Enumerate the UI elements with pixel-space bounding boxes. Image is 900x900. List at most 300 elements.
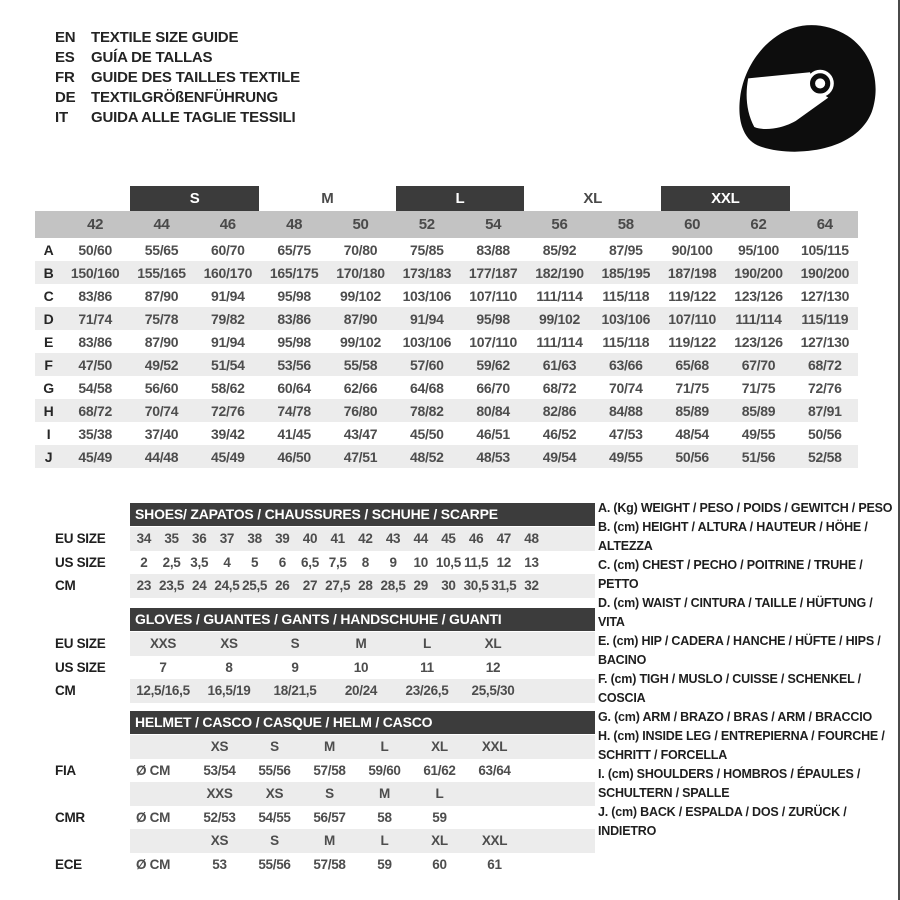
measurement-row: [35, 422, 858, 445]
size-value: [467, 806, 522, 830]
size-value: 46: [462, 527, 490, 551]
measurement-value: 53/56: [277, 356, 311, 373]
measurement-value: 49/55: [609, 448, 643, 465]
row-label: CM: [55, 683, 76, 699]
measurement-value: 64/68: [410, 379, 444, 396]
measurement-value: 60/64: [277, 379, 311, 396]
size-value: 5: [251, 554, 259, 570]
table-title: [130, 502, 595, 527]
measurement-value: 190/200: [800, 264, 850, 281]
measurement-value: 160/170: [203, 264, 253, 281]
measurement-value: 107/110: [469, 333, 518, 350]
measurement-row: [35, 330, 858, 353]
size-value: XS: [196, 632, 262, 656]
size-value: 7,5: [328, 554, 347, 570]
size-value: XL: [460, 632, 526, 656]
measurement-value: 111/114: [536, 287, 583, 304]
measurement-value: 111/114: [735, 310, 782, 327]
measurement-value: 111/114: [536, 333, 583, 350]
measurement-value: 103/106: [402, 333, 452, 350]
size-value: 47: [490, 527, 518, 551]
legend-item-e: E. (cm) HIP / CADERA / HANCHE / HÜFTE / HIPS / BACINO: [598, 634, 881, 667]
column-header: 54: [460, 211, 526, 238]
textile-size-table: [35, 185, 858, 468]
column-header: 42: [62, 211, 128, 238]
measurement-value: 46/52: [542, 425, 577, 442]
row-label: C: [43, 287, 54, 304]
spacer-cell: [792, 185, 858, 211]
size-value: 36: [185, 527, 213, 551]
legend-item-j: J. (cm) BACK / ESPALDA / DOS / ZURÜCK / INDIETRO: [598, 805, 847, 838]
column-header: S: [247, 829, 302, 853]
measurement-value: 91/94: [410, 310, 444, 327]
column-header: M: [357, 782, 412, 806]
measurement-value: 71/74: [78, 310, 112, 327]
filler-cell: [545, 527, 595, 551]
column-header: L: [357, 829, 412, 853]
size-value: 10: [353, 659, 369, 675]
table-title: [130, 607, 595, 632]
column-header: XS: [192, 829, 247, 853]
measurement-value: 99/102: [538, 310, 580, 327]
size-row: [35, 632, 595, 656]
size-value: 8: [361, 554, 369, 570]
size-value: 9: [291, 659, 299, 675]
size-group-label: S: [130, 186, 259, 211]
measurement-value: 43/47: [343, 425, 378, 442]
measurement-value: 185/195: [601, 264, 651, 281]
measurement-value: 46/51: [476, 425, 510, 442]
measurement-value: 165/175: [269, 264, 319, 281]
column-header: 52: [394, 211, 460, 238]
size-group-label: L: [396, 186, 525, 211]
column-header: XXL: [467, 829, 522, 853]
measurement-value: 90/100: [671, 241, 713, 258]
size-value: 31,5: [490, 574, 518, 598]
spacer-cell: [35, 211, 62, 238]
size-value: 57/58: [313, 856, 346, 872]
measurement-value: 119/122: [668, 333, 717, 350]
legend-item-i: I. (cm) SHOULDERS / HOMBROS / ÉPAULES / SCHULTERN / SPALLE: [598, 767, 861, 800]
size-value: 29: [407, 574, 435, 598]
size-value: 61: [487, 856, 502, 872]
filler-cell: [522, 759, 595, 783]
size-value: 59: [432, 809, 447, 825]
size-row: [35, 679, 595, 703]
size-value: 43: [379, 527, 407, 551]
measurement-value: 177/187: [468, 264, 518, 281]
measurement-value: 65/68: [675, 356, 709, 373]
row-label: E: [43, 333, 54, 350]
measurement-row: [35, 284, 858, 307]
legend-item-b: B. (cm) HEIGHT / ALTURA / HAUTEUR / HÖHE / ALTEZZA: [598, 520, 868, 553]
row-label: CM: [55, 578, 76, 594]
measurement-value: 47/50: [78, 356, 112, 373]
size-value: 18/21,5: [262, 679, 328, 703]
measurement-value: 74/78: [277, 402, 311, 419]
size-value: 54/55: [258, 809, 291, 825]
language-title: GUÍA DE TALLAS: [91, 49, 213, 66]
helmet-size-header-row: [35, 735, 595, 759]
size-value: 48: [518, 527, 546, 551]
measurement-value: 48/54: [675, 425, 709, 442]
size-value: 52/53: [203, 809, 236, 825]
size-value: 3,5: [190, 554, 209, 570]
size-value: 11: [420, 659, 434, 675]
size-value: 28,5: [379, 574, 407, 598]
size-value: 7: [159, 659, 167, 675]
column-header: 62: [725, 211, 791, 238]
size-value: 56/57: [313, 809, 346, 825]
spacer-cell: [35, 735, 130, 759]
measurement-value: 82/86: [542, 402, 577, 419]
size-value: 6: [278, 554, 286, 570]
column-header: 50: [327, 211, 393, 238]
measurement-value: 71/75: [741, 379, 776, 396]
size-value: 59/60: [368, 762, 401, 778]
standard-label: FIA: [55, 762, 76, 778]
measurement-row: [35, 261, 858, 284]
measurement-value: 59/62: [476, 356, 510, 373]
filler-cell: [545, 551, 595, 575]
measurement-value: 52/58: [808, 448, 842, 465]
measurement-value: 182/190: [535, 264, 584, 281]
measurement-value: 51/56: [741, 448, 776, 465]
spacer-cell: [62, 185, 128, 211]
size-value: 16,5/19: [196, 679, 262, 703]
filler-cell: [522, 735, 595, 759]
row-label: EU SIZE: [55, 636, 106, 652]
size-value: 60: [432, 856, 447, 872]
size-value: 6,5: [301, 554, 319, 570]
legend-item-d: D. (cm) WAIST / CINTURA / TAILLE / HÜFTUNG / VITA: [598, 596, 873, 629]
measurement-value: 56/60: [144, 379, 179, 396]
filler-cell: [545, 574, 595, 598]
size-number-header-row: [35, 211, 858, 238]
measurement-value: 68/72: [542, 379, 577, 396]
measurement-value: 83/86: [78, 287, 112, 304]
size-row: [35, 656, 595, 680]
language-row-it: [55, 108, 300, 128]
measurement-value: 91/94: [211, 333, 245, 350]
measurement-value: 45/49: [211, 448, 245, 465]
size-value: 41: [324, 527, 352, 551]
row-label: G: [43, 379, 54, 396]
measurement-value: 99/102: [339, 287, 381, 304]
spacer-cell: [35, 607, 130, 632]
measurement-value: 71/75: [675, 379, 709, 396]
measurement-value: 60/70: [211, 241, 245, 258]
language-title: GUIDA ALLE TAGLIE TESSILI: [91, 109, 296, 126]
column-header: XS: [192, 735, 247, 759]
measurement-value: 87/90: [144, 287, 179, 304]
measurement-value: 95/98: [476, 310, 510, 327]
measurement-value: 49/52: [144, 356, 179, 373]
size-group-header: [128, 185, 261, 211]
helmet-value-row: [35, 759, 595, 783]
spacer-cell: [35, 710, 130, 735]
measurement-value: 57/60: [410, 356, 444, 373]
size-value: 10: [413, 554, 428, 570]
size-group-label: XXL: [661, 186, 790, 211]
measurement-value: 46/50: [277, 448, 311, 465]
size-value: 45: [435, 527, 463, 551]
measurement-value: 55/65: [144, 241, 179, 258]
size-value: 53/54: [203, 762, 236, 778]
column-header: L: [357, 735, 412, 759]
measurement-legend: [598, 499, 894, 841]
unit-label: Ø CM: [136, 809, 171, 825]
measurement-value: 70/74: [144, 402, 179, 419]
filler-cell: [522, 782, 595, 806]
size-value: 32: [518, 574, 546, 598]
measurement-value: 44/48: [144, 448, 179, 465]
column-header: 44: [128, 211, 194, 238]
size-value: 24: [185, 574, 213, 598]
unit-label: Ø CM: [136, 856, 171, 872]
spacer-cell: [130, 829, 192, 853]
measurement-row: [35, 376, 858, 399]
spacer-cell: [35, 502, 130, 527]
measurement-value: 95/98: [277, 333, 311, 350]
standard-label: ECE: [55, 856, 82, 872]
measurement-value: 76/80: [343, 402, 378, 419]
measurement-value: 63/66: [609, 356, 643, 373]
language-row-en: [55, 28, 300, 48]
size-value: 12,5/16,5: [130, 679, 196, 703]
size-value: 27: [296, 574, 324, 598]
language-code: EN: [55, 29, 76, 46]
size-value: M: [328, 632, 394, 656]
measurement-value: 50/56: [808, 425, 842, 442]
size-value: 4: [223, 554, 231, 570]
language-row-de: [55, 88, 300, 108]
size-group-label: XL: [583, 189, 602, 207]
row-label: H: [43, 402, 54, 419]
size-value: 28: [352, 574, 380, 598]
measurement-value: 105/115: [800, 241, 849, 258]
measurement-value: 87/90: [144, 333, 179, 350]
size-value: 2: [140, 554, 148, 570]
measurement-value: 95/98: [277, 287, 311, 304]
column-header: XL: [412, 829, 467, 853]
measurement-value: 79/82: [211, 310, 245, 327]
size-group-header: [261, 185, 394, 211]
measurement-value: 48/52: [410, 448, 444, 465]
filler-cell: [526, 632, 595, 656]
measurement-value: 47/51: [343, 448, 378, 465]
column-header: 58: [593, 211, 659, 238]
standard-label: CMR: [55, 809, 85, 825]
row-label: J: [44, 448, 53, 465]
language-list: [55, 28, 300, 128]
gloves-size-table: [35, 607, 595, 703]
measurement-value: 61/63: [542, 356, 577, 373]
size-value: 11,5: [463, 554, 489, 570]
table-title-bar: HELMET / CASCO / CASQUE / HELM / CASCO: [130, 711, 595, 734]
measurement-value: 103/106: [402, 287, 452, 304]
size-group-header: [526, 185, 659, 211]
size-row: [35, 574, 595, 598]
measurement-value: 127/130: [800, 333, 850, 350]
size-value: 8: [225, 659, 233, 675]
filler-cell: [526, 679, 595, 703]
measurement-row: [35, 399, 858, 422]
legend-item-h: H. (cm) INSIDE LEG / ENTREPIERNA / FOURCHE / SCHRITT / FORCELLA: [598, 729, 885, 762]
shoes-size-table: [35, 502, 595, 598]
size-value: 25,5/30: [460, 679, 526, 703]
measurement-value: 87/95: [609, 241, 643, 258]
size-value: 44: [407, 527, 435, 551]
measurement-value: 47/53: [609, 425, 643, 442]
measurement-value: 95/100: [737, 241, 779, 258]
filler-cell: [522, 853, 595, 877]
row-label: F: [44, 356, 53, 373]
size-value: 10,5: [435, 554, 461, 570]
row-label: US SIZE: [55, 659, 106, 675]
column-header: XL: [412, 735, 467, 759]
measurement-value: 123/126: [734, 287, 783, 304]
measurement-value: 50/56: [675, 448, 709, 465]
legend-item-c: C. (cm) CHEST / PECHO / POITRINE / TRUHE / PETTO: [598, 558, 863, 591]
size-value: 57/58: [313, 762, 346, 778]
size-value: 53: [212, 856, 227, 872]
measurement-value: 68/72: [78, 402, 112, 419]
size-value: 23,5: [158, 574, 186, 598]
measurement-value: 70/80: [343, 241, 378, 258]
size-value: 59: [377, 856, 392, 872]
row-label: D: [43, 310, 54, 327]
legend-item-a: A. (Kg) WEIGHT / PESO / POIDS / GEWITCH / PESO: [598, 501, 893, 515]
filler-cell: [526, 656, 595, 680]
row-label: EU SIZE: [55, 531, 106, 547]
language-code: FR: [55, 69, 75, 86]
size-value: 13: [524, 554, 539, 570]
measurement-value: 87/90: [343, 310, 378, 327]
measurement-value: 170/180: [336, 264, 385, 281]
language-title: GUIDE DES TAILLES TEXTILE: [91, 69, 300, 86]
measurement-value: 35/38: [78, 425, 112, 442]
size-value: 25,5: [241, 574, 269, 598]
helmet-size-header-row: [35, 829, 595, 853]
measurement-row: [35, 353, 858, 376]
measurement-value: 127/130: [800, 287, 850, 304]
helmet-value-row: [35, 853, 595, 877]
column-header: L: [412, 782, 467, 806]
measurement-value: 80/84: [476, 402, 510, 419]
measurement-value: 115/118: [602, 287, 650, 304]
filler-cell: [522, 806, 595, 830]
measurement-value: 187/198: [667, 264, 717, 281]
measurement-value: 150/160: [70, 264, 120, 281]
measurement-value: 39/42: [211, 425, 245, 442]
measurement-value: 107/110: [469, 287, 518, 304]
measurement-value: 45/50: [410, 425, 444, 442]
size-value: 58: [377, 809, 392, 825]
measurement-value: 55/58: [343, 356, 378, 373]
measurement-value: 75/78: [144, 310, 179, 327]
size-value: 9: [389, 554, 397, 570]
measurement-value: 155/165: [137, 264, 186, 281]
size-value: 24,5: [213, 574, 241, 598]
helmet-size-table: [35, 710, 595, 876]
size-value: 12: [496, 554, 511, 570]
column-header: M: [302, 829, 357, 853]
size-value: 38: [241, 527, 269, 551]
table-title-row: [35, 502, 595, 527]
filler-cell: [522, 829, 595, 853]
column-header: 48: [261, 211, 327, 238]
size-value: 2,5: [162, 554, 181, 570]
measurement-value: 54/58: [78, 379, 112, 396]
spacer-cell: [130, 735, 192, 759]
table-title: [130, 710, 595, 735]
size-value: 27,5: [324, 574, 352, 598]
column-header: 60: [659, 211, 725, 238]
size-group-label: M: [321, 189, 334, 207]
size-value: 12: [485, 659, 501, 675]
size-group-header: [394, 185, 527, 211]
measurement-value: 91/94: [211, 287, 245, 304]
table-title-bar: GLOVES / GUANTES / GANTS / HANDSCHUHE / GUANTI: [130, 608, 595, 631]
measurement-value: 173/183: [402, 264, 452, 281]
measurement-value: 49/54: [542, 448, 577, 465]
spacer-cell: [35, 782, 130, 806]
measurement-value: 51/54: [211, 356, 245, 373]
column-header: 64: [792, 211, 858, 238]
measurement-value: 70/74: [609, 379, 643, 396]
size-value: 40: [296, 527, 324, 551]
language-code: IT: [55, 109, 68, 126]
measurement-value: 37/40: [144, 425, 179, 442]
size-value: 30: [435, 574, 463, 598]
measurement-value: 83/86: [78, 333, 112, 350]
measurement-value: 85/89: [675, 402, 709, 419]
size-group-header: [659, 185, 792, 211]
size-value: 39: [268, 527, 296, 551]
size-value: 30,5: [462, 574, 490, 598]
measurement-value: 62/66: [343, 379, 378, 396]
measurement-value: 115/118: [602, 333, 650, 350]
measurement-row: [35, 445, 858, 468]
spacer-cell: [35, 829, 130, 853]
measurement-value: 99/102: [339, 333, 381, 350]
language-title: TEXTILGRÖßENFÜHRUNG: [91, 89, 279, 106]
legend-item-f: F. (cm) TIGH / MUSLO / CUISSE / SCHENKEL / COSCIA: [598, 672, 861, 705]
measurement-value: 85/92: [542, 241, 577, 258]
measurement-value: 83/86: [277, 310, 311, 327]
measurement-value: 66/70: [476, 379, 510, 396]
measurement-value: 45/49: [78, 448, 112, 465]
table-title-row: [35, 710, 595, 735]
language-row-es: [55, 48, 300, 68]
row-label: A: [43, 241, 54, 258]
measurement-value: 87/91: [808, 402, 842, 419]
measurement-value: 115/119: [801, 310, 849, 327]
size-value: 34: [130, 527, 158, 551]
column-header: 46: [195, 211, 261, 238]
column-header: XXS: [192, 782, 247, 806]
measurement-value: 50/60: [78, 241, 112, 258]
column-header: S: [302, 782, 357, 806]
spacer-cell: [35, 185, 62, 211]
language-row-fr: [55, 68, 300, 88]
size-value: 55/56: [258, 762, 291, 778]
column-header: XS: [247, 782, 302, 806]
helmet-value-row: [35, 806, 595, 830]
column-header: [467, 782, 522, 806]
measurement-value: 85/89: [741, 402, 776, 419]
